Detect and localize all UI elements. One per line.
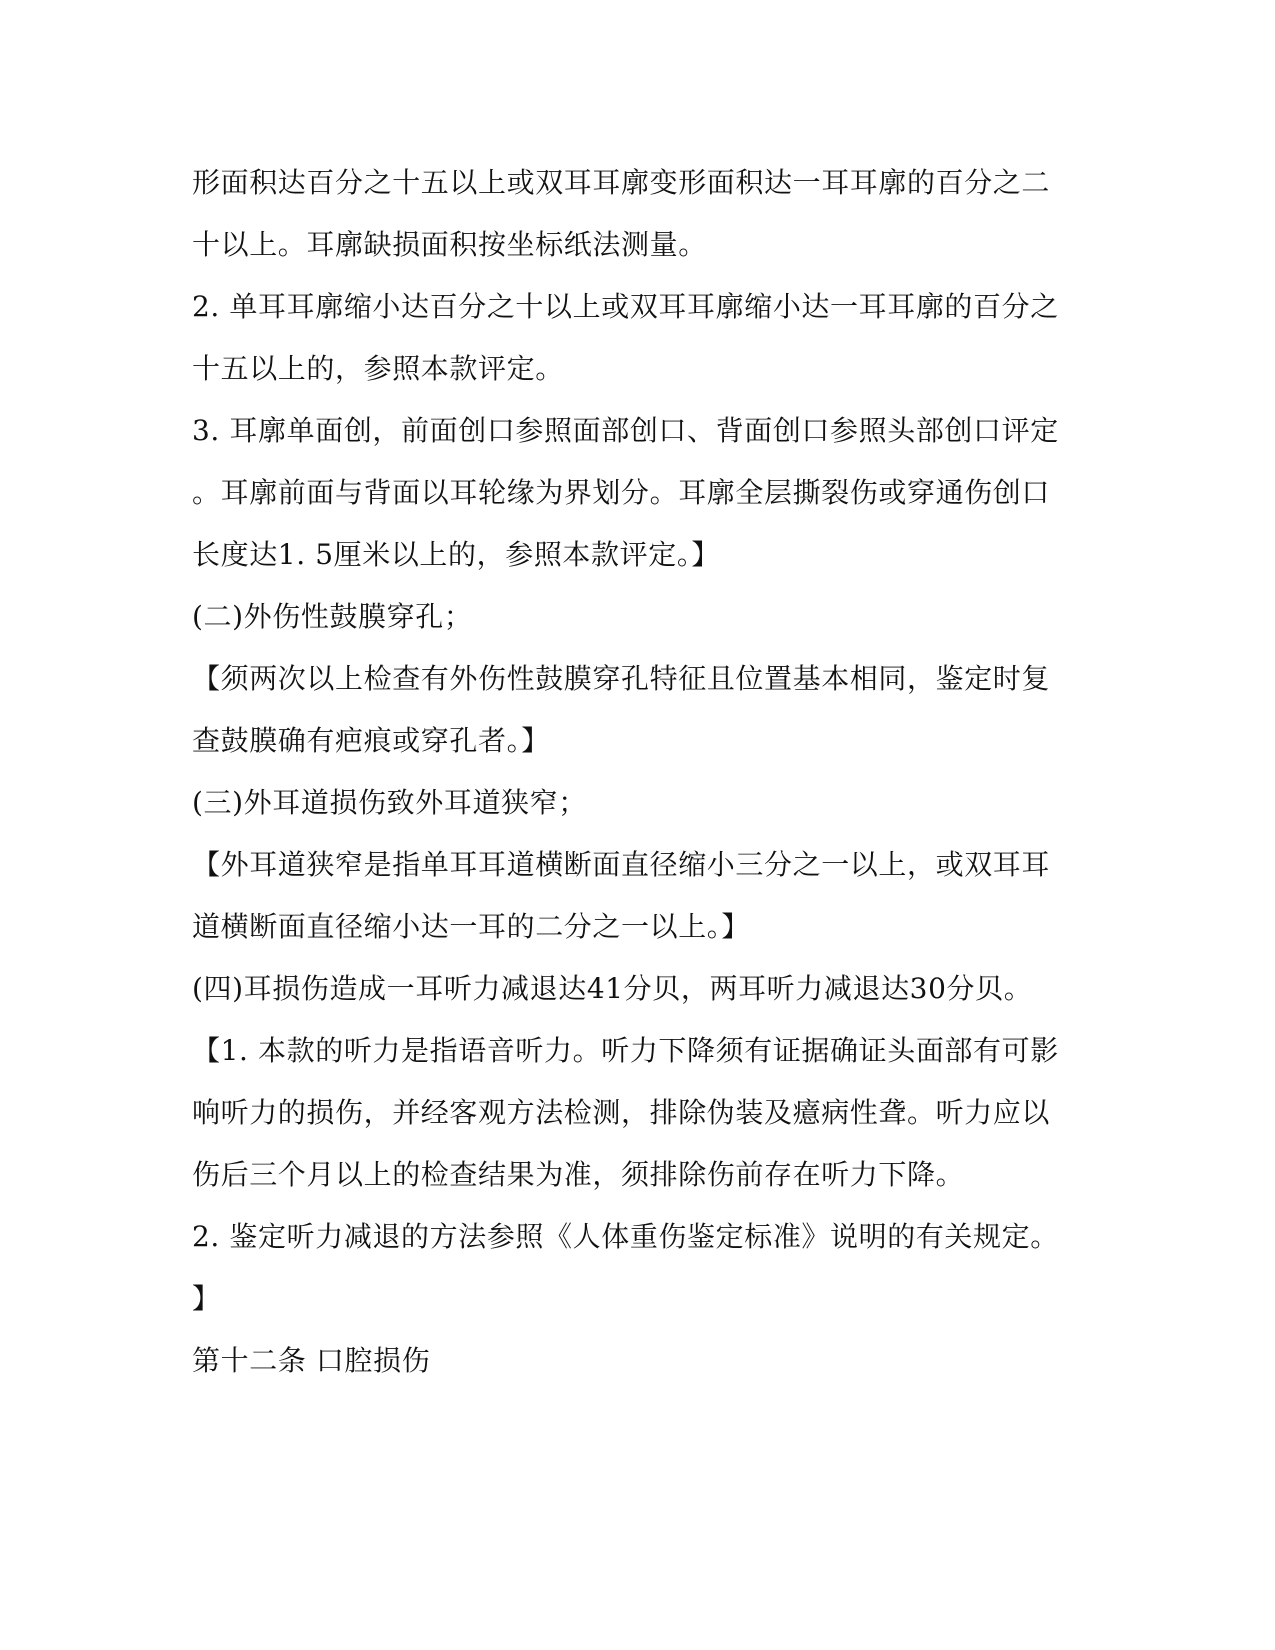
text-line: (四)耳损伤造成一耳听力减退达41分贝，两耳听力减退达30分贝。 (192, 972, 1033, 1005)
text-line: 十以上。耳廓缺损面积按坐标纸法测量。 (192, 228, 707, 261)
text-line: 查鼓膜确有疤痕或穿孔者。】 (192, 724, 550, 757)
text-line: 【须两次以上检查有外伤性鼓膜穿孔特征且位置基本相同，鉴定时复 (192, 662, 1051, 695)
text-line: (二)外伤性鼓膜穿孔； (192, 600, 473, 633)
text-line: 2. 鉴定听力减退的方法参照《人体重伤鉴定标准》说明的有关规定。 (192, 1220, 1059, 1253)
text-line: (三)外耳道损伤致外耳道狭窄； (192, 786, 587, 819)
text-line: 】 (192, 1282, 221, 1315)
section-heading: 第十二条 口腔损伤 (192, 1344, 431, 1377)
text-line: 伤后三个月以上的检查结果为准，须排除伤前存在听力下降。 (192, 1158, 965, 1191)
text-line: 十五以上的，参照本款评定。 (192, 352, 564, 385)
text-line: 3. 耳廓单面创，前面创口参照面部创口、背面创口参照头部创口评定 (192, 414, 1059, 447)
text-line: 响听力的损伤，并经客观方法检测，排除伪装及癔病性聋。听力应以 (192, 1096, 1051, 1129)
text-line: 【外耳道狭窄是指单耳耳道横断面直径缩小三分之一以上，或双耳耳 (192, 848, 1051, 881)
text-line: 长度达1. 5厘米以上的，参照本款评定。】 (192, 538, 721, 571)
text-line: 【1. 本款的听力是指语音听力。听力下降须有证据确证头面部有可影 (192, 1034, 1059, 1067)
text-line: 2. 单耳耳廓缩小达百分之十以上或双耳耳廓缩小达一耳耳廓的百分之 (192, 290, 1059, 323)
text-line: 。耳廓前面与背面以耳轮缘为界划分。耳廓全层撕裂伤或穿通伤创口 (192, 476, 1051, 509)
text-line: 道横断面直径缩小达一耳的二分之一以上。】 (192, 910, 751, 943)
text-line: 形面积达百分之十五以上或双耳耳廓变形面积达一耳耳廓的百分之二 (192, 166, 1051, 199)
